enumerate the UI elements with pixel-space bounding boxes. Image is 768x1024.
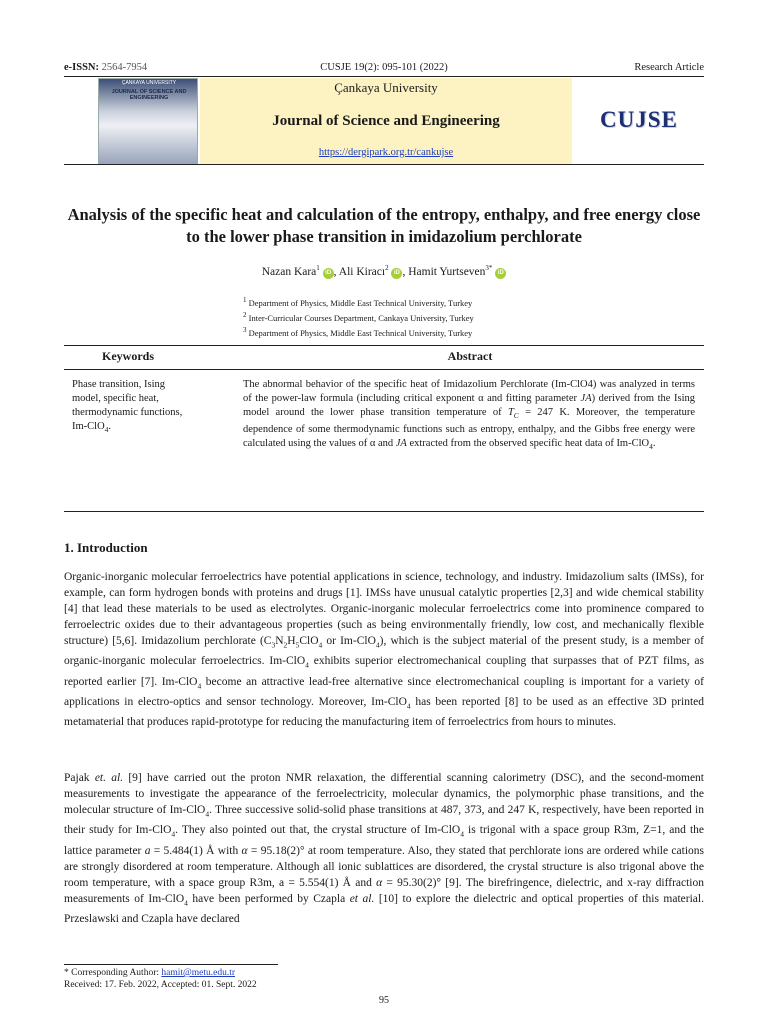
- author-list: [64, 264, 704, 279]
- university-name: Çankaya University: [334, 80, 438, 95]
- author-name: , Hamit Yurtseven: [402, 265, 486, 278]
- affiliation: $^3$ Department of Physics, Middle East Technical University, Turkey: [243, 325, 473, 338]
- running-header: [64, 62, 704, 76]
- journal-cover-image: [98, 78, 198, 164]
- orcid-icon[interactable]: iD: [391, 268, 402, 279]
- abstract-heading: Abstract: [447, 349, 493, 363]
- citation: CUSJE 19(2): 095-101 (2022): [320, 62, 448, 73]
- table-rule-mid: [64, 369, 704, 370]
- cujse-logo: CUJSE: [600, 107, 678, 132]
- keywords-text: Phase transition, Ising model, specific heat, thermodynamic functions, Im-ClO$_4$.: [72, 379, 183, 435]
- journal-url: [200, 147, 572, 158]
- cover-top-text: ÇANKAYA UNIVERSITY: [121, 80, 177, 86]
- page-number: 95: [379, 995, 389, 1006]
- table-rule-top: [64, 345, 704, 346]
- footnote-rule: [64, 964, 278, 965]
- abstract-text: The abnormal behavior of the specific heat of Imidazolium Perchlorate (Im-ClO4) was analyzed in terms of the power-law formula (including critical exponent α and fitting parameter JA) derived from the Ising model around the lower phase transition temperature of $T_C = 247$ K. Moreover, the temperature dependence of some thermodynamic functions such as entropy, enthalpy, and the Gibbs free energy were calculated using the values of α and JA extracted from the observed specific heat data of Im-ClO$_4$.: [243, 379, 695, 452]
- orcid-icon[interactable]: iD: [495, 268, 506, 279]
- article-title: Analysis of the specific heat and calculation of the entropy, enthalpy, and free energy close to the lower phase transition in imidazolium perchlorate: [67, 205, 701, 246]
- issn: e-ISSN: 2564-7954: [64, 62, 148, 73]
- body-paragraph: Pajak et. al. [9] have carried out the proton NMR relaxation, the differential scanning calorimetry (DSC), and the second-moment measurements to investigate the appearance of the ferroelectricity, molecular dynamics, the polymorphic phase transitions, and the molecular structure of Im-ClO$_4$. Three successive solid-solid phase transitions at 487, 373, and 247 K, respectively, have been reported in their study for Im-ClO$_4$. They also pointed out that, the crystal structure of Im-ClO$_4$ is trigonal with a space group R3m, Z=1, and the lattice parameter a = 5.484(1) Å with α = 95.18(2)° at room temperature. Also, they stated that perchlorate ions are ordered while cations are strongly disordered at room temperature. Although all ionic sublattices are disordered, the crystal structure is also trigonal above the room temperature, with a space group R3m, a = 5.554(1) Å and α = 95.30(2)° [9]. The birefringence, dielectric, and x-ray diffraction measurements of Im-ClO$_4$ have been performed by Czapla et al. [10] to explore the dielectric and optical properties of this material. Przeslawski and Czapla have declared: [64, 772, 704, 925]
- affiliation: $^1$ Department of Physics, Middle East Technical University, Turkey: [243, 296, 473, 308]
- affiliations: [243, 294, 474, 338]
- received-dates: Received: 17. Feb. 2022, Accepted: 01. Sept. 2022: [64, 980, 257, 990]
- orcid-icon[interactable]: iD: [323, 268, 334, 279]
- keywords-heading: Keywords: [102, 349, 154, 363]
- table-rule-bottom: [64, 511, 704, 512]
- banner-rule: [64, 164, 704, 165]
- affil-mark: 1: [316, 264, 320, 272]
- header-rule: [64, 76, 704, 77]
- journal-link[interactable]: https://dergipark.org.tr/cankujse: [318, 147, 454, 158]
- article-type: Research Article: [634, 62, 704, 73]
- footnote: [64, 967, 257, 991]
- author-name: Nazan Kara: [261, 265, 317, 278]
- author-email-link[interactable]: hamit@metu.edu.tr: [161, 968, 236, 978]
- body-paragraph: Organic-inorganic molecular ferroelectrics have potential applications in science, technology, and industry. Imidazolium salts (IMSs), for example, can form hydrogen bonds with proteins and drugs [1]. IMSs have unusual catalytic properties [2,3] and wide chemical stability [4] that lead these materials to be used as electrolytes. Organic-inorganic molecular ferroelectrics come into prominence compared to ferroelectric oxides due to their advantageous properties (such as being environmentally friendly, low cost, and mechanically flexible structure) [5,6]. Imidazolium perchlorate ($C_3N_2H_5ClO_4$ or Im-ClO$_4$), which is the subject material of the present study, is a member of organic-inorganic molecular ferroelectrics. Im-ClO$_4$ exhibits superior electromechanical coupling that surpasses that of PZT films, as reported earlier [7]. Im-ClO$_4$ become an attractive lead-free alternative since electromechanical coupling is important for a variety of applications in electro-optics and sensor technology. Moreover, Im-ClO$_4$ has been reported [8] to be used as an effective 3D printed metamaterial that produces rapid-prototype for reducing the manufacturing item of ferroelectrics from hours to minutes.: [64, 571, 705, 729]
- cover-title-text: JOURNAL OF SCIENCE AND ENGINEERING: [111, 89, 187, 101]
- affil-mark: 3*: [485, 264, 493, 272]
- journal-name: Journal of Science and Engineering: [272, 113, 500, 129]
- corresponding-author: * Corresponding Author: hamit@metu.edu.tr: [64, 968, 236, 978]
- affiliation: $^2$ Inter-Curricular Courses Department, Cankaya University, Turkey: [243, 310, 474, 323]
- section-heading: 1. Introduction: [64, 540, 148, 555]
- author-name: , Ali Kiracı: [333, 265, 386, 278]
- affil-mark: 2: [385, 264, 389, 272]
